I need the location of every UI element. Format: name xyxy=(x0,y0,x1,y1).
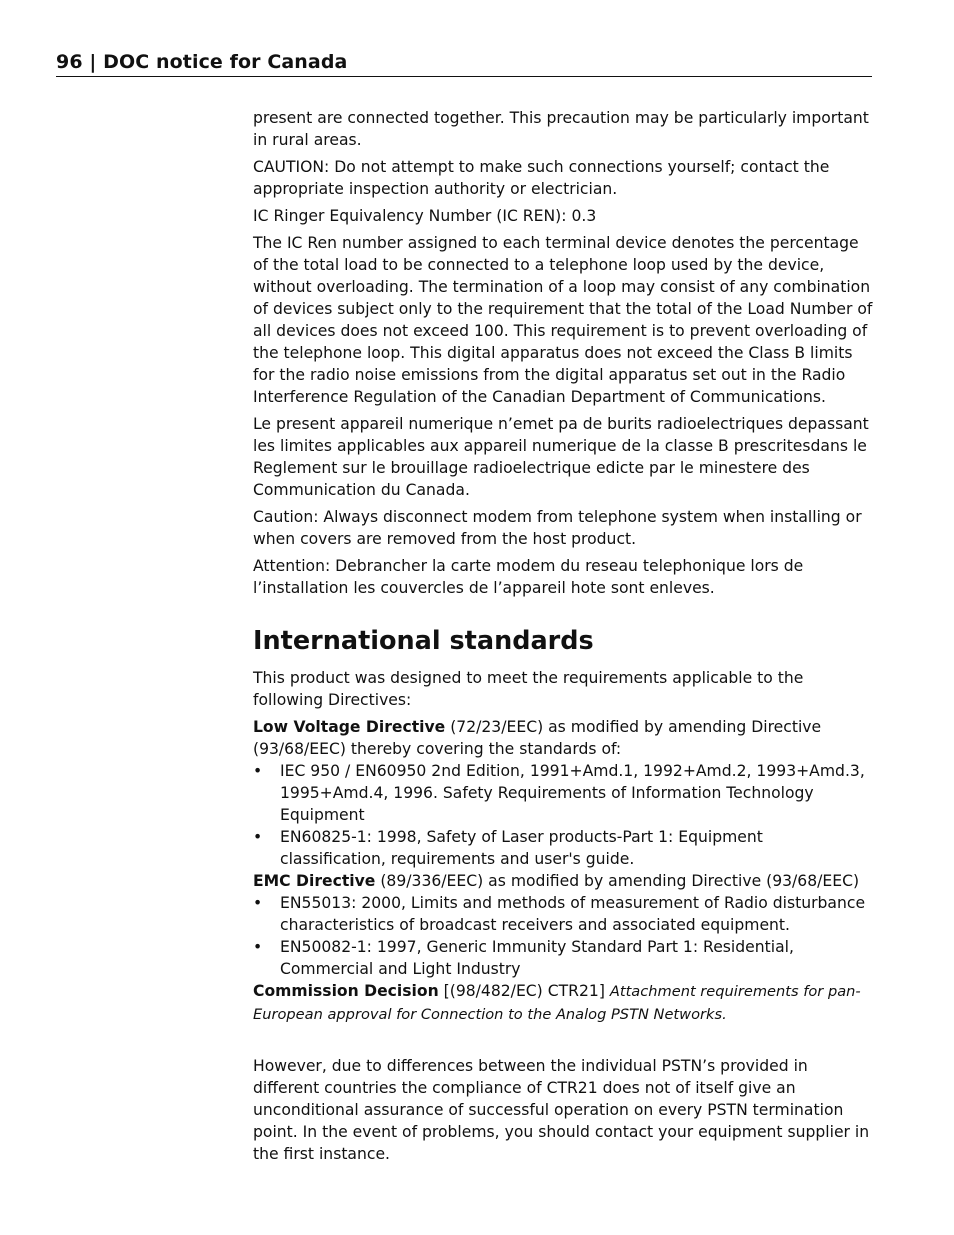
list-item xyxy=(253,936,873,980)
paragraph-caution: CAUTION: Do not attempt to make such connections yourself; contact the appropriate inspection authority or electrician. xyxy=(253,158,830,198)
paragraph-continuation: present are connected together. This precaution may be particularly important in rural areas. xyxy=(253,109,869,149)
commission-italic: Attachment requirements for pan-European approval for Connection to the Analog PSTN Networks. xyxy=(253,983,861,1023)
commission-decision xyxy=(253,980,873,1026)
main-content xyxy=(253,107,873,1170)
paragraph-french-notice: Le present appareil numerique n’emet pa de burits radioelectriques depassant les limites applicables aux appareil numerique de la classe B prescritesdans le Reglement sur le brouillage radioelectrique edicte par le minestere des Communication du Canada. xyxy=(253,415,869,499)
paragraph-disconnect-caution: Caution: Always disconnect modem from telephone system when installing or when covers are removed from the host product. xyxy=(253,508,862,548)
list-item-text: EN60825-1: 1998, Safety of Laser products-Part 1: Equipment classification, requirements and user's guide. xyxy=(280,828,763,868)
closing-paragraph: However, due to differences between the individual PSTN’s provided in different countries the compliance of CTR21 does not of itself give an unconditional assurance of successful operation on every PSTN termination point. In the event of problems, you should contact your equipment supplier in the first instance. xyxy=(253,1057,870,1163)
paragraph-french-attention: Attention: Debrancher la carte modem du reseau telephonique lors de l’installation les couvercles de l’appareil hote sont enleves. xyxy=(253,557,804,597)
paragraph-ic-ren: IC Ringer Equivalency Number (IC REN): 0.3 xyxy=(253,207,597,225)
emc-standards-list xyxy=(253,892,873,980)
section-heading: International standards xyxy=(253,626,594,656)
low-voltage-standards-list xyxy=(253,760,873,870)
bullet-icon: • xyxy=(253,938,263,956)
emc-text: (89/336/EEC) as modified by amending Directive (93/68/EEC) xyxy=(375,872,860,890)
emc-label: EMC Directive xyxy=(253,872,376,890)
bullet-icon: • xyxy=(253,828,263,846)
section-intro: This product was designed to meet the requirements applicable to the following Directives: xyxy=(253,669,804,709)
commission-label: Commission Decision xyxy=(253,982,439,1000)
page-header-title: 96 | DOC notice for Canada xyxy=(56,51,348,73)
low-voltage-text: (72/23/EEC) as modified by amending Directive (93/68/EEC) thereby covering the standards of: xyxy=(253,718,822,758)
list-item xyxy=(253,892,873,936)
list-item-text: EN50082-1: 1997, Generic Immunity Standard Part 1: Residential, Commercial and Light Industry xyxy=(280,938,794,978)
commission-text: [(98/482/EC) CTR21] xyxy=(438,982,610,1000)
paragraph-ic-ren-description: The IC Ren number assigned to each terminal device denotes the percentage of the total load to be connected to a telephone loop used by the device, without overloading. The termination of a loop may consist of any combination of devices subject only to the requirement that the total of the Load Number of all devices does not exceed 100. This requirement is to prevent overloading of the telephone loop. This digital apparatus does not exceed the Class B limits for the radio noise emissions from the digital apparatus set out in the Radio Interference Regulation of the Canadian Department of Communications. xyxy=(253,234,873,406)
list-item xyxy=(253,760,873,826)
bullet-icon: • xyxy=(253,762,263,780)
list-item xyxy=(253,826,873,870)
list-item-text: EN55013: 2000, Limits and methods of measurement of Radio disturbance characteristics of broadcast receivers and associated equipment. xyxy=(280,894,866,934)
page-header xyxy=(56,49,872,77)
low-voltage-directive xyxy=(253,716,873,760)
emc-directive xyxy=(253,870,873,892)
list-item-text: IEC 950 / EN60950 2nd Edition, 1991+Amd.1, 1992+Amd.2, 1993+Amd.3, 1995+Amd.4, 1996. Safety Requirements of Information Technology Equipment xyxy=(280,762,865,824)
low-voltage-label: Low Voltage Directive xyxy=(253,718,446,736)
bullet-icon: • xyxy=(253,894,263,912)
